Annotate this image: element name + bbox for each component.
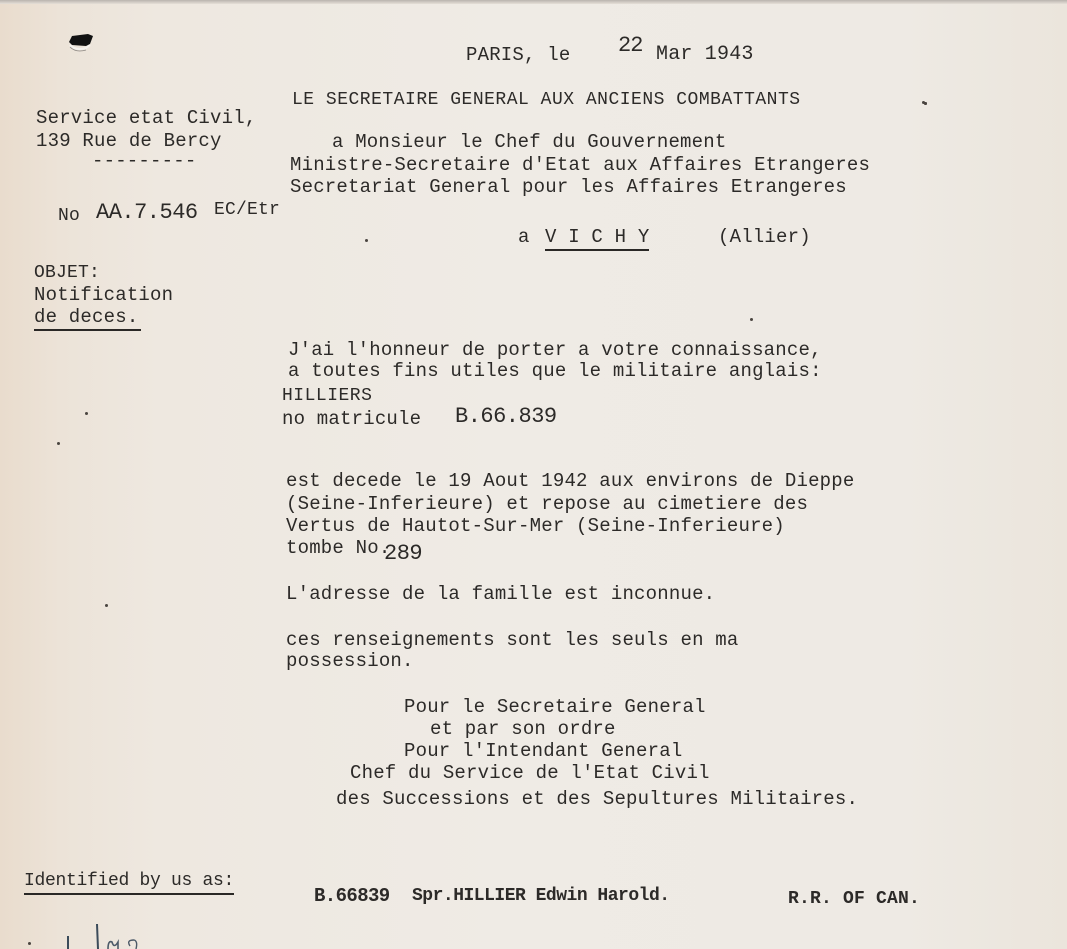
matricule-number: B.66.839 bbox=[455, 404, 557, 429]
recipient-city-prefix: a bbox=[518, 226, 530, 248]
date-month-year: Mar 1943 bbox=[656, 43, 754, 66]
speck bbox=[750, 318, 753, 321]
recipient-line-1: a Monsieur le Chef du Gouvernement bbox=[332, 131, 727, 153]
recipient-region: (Allier) bbox=[718, 226, 811, 248]
sender-line-2: 139 Rue de Bercy bbox=[36, 130, 222, 152]
annotation-identification: Spr.HILLIER Edwin Harold. bbox=[412, 886, 670, 906]
reference-suffix: EC/Etr bbox=[214, 200, 281, 220]
reference-number: AA.7.546 bbox=[96, 200, 198, 225]
speck bbox=[57, 442, 60, 445]
signature-line-2: et par son ordre bbox=[430, 718, 616, 740]
place-date-prefix: PARIS, le bbox=[466, 44, 571, 66]
death-line-1: est decede le 19 Aout 1942 aux environs de Dieppe bbox=[286, 470, 855, 492]
sender-title: LE SECRETAIRE GENERAL AUX ANCIENS COMBATTANTS bbox=[292, 90, 801, 110]
speck bbox=[28, 942, 31, 945]
paper-top-edge bbox=[0, 0, 1067, 4]
speck bbox=[365, 239, 368, 242]
body-intro-line-1: J'ai l'honneur de porter a votre connaissance, bbox=[288, 339, 822, 361]
subject-line-1: Notification bbox=[34, 284, 174, 306]
matricule-label: no matricule bbox=[282, 408, 422, 430]
soldier-name: HILLIERS bbox=[282, 386, 373, 406]
subject-line-2: de deces. bbox=[34, 306, 141, 331]
sender-line-1: Service etat Civil, bbox=[36, 107, 257, 129]
recipient-line-2: Ministre-Secretaire d'Etat aux Affaires Etrangeres bbox=[290, 154, 871, 176]
signature-line-5: des Successions et des Sepultures Militaires. bbox=[336, 788, 859, 810]
speck bbox=[105, 604, 108, 607]
sender-divider: --------- bbox=[92, 150, 197, 172]
info-line-2: possession. bbox=[286, 650, 414, 672]
speck bbox=[924, 102, 927, 105]
death-line-3: Vertus de Hautot-Sur-Mer (Seine-Inferieure) bbox=[286, 515, 785, 537]
death-line-2: (Seine-Inferieure) et repose au cimetiere des bbox=[286, 493, 809, 515]
annotation-unit: R.R. OF CAN. bbox=[788, 889, 921, 909]
date-day: 22 bbox=[618, 33, 643, 58]
handwritten-initials bbox=[60, 922, 160, 949]
grave-number: 289 bbox=[384, 541, 423, 566]
punch-hole-icon bbox=[66, 32, 96, 54]
speck bbox=[85, 412, 88, 415]
subject-label: OBJET: bbox=[34, 263, 101, 283]
signature-line-1: Pour le Secretaire General bbox=[404, 696, 706, 718]
recipient-city: V I C H Y bbox=[545, 226, 649, 251]
annotation-label: Identified by us as: bbox=[24, 870, 234, 895]
grave-label: tombe No. bbox=[286, 537, 391, 559]
family-address-line: L'adresse de la famille est inconnue. bbox=[286, 583, 716, 605]
signature-line-3: Pour l'Intendant General bbox=[404, 740, 683, 762]
annotation-service-number: B.66839 bbox=[314, 885, 390, 907]
recipient-line-3: Secretariat General pour les Affaires Etrangeres bbox=[290, 176, 847, 198]
signature-line-4: Chef du Service de l'Etat Civil bbox=[350, 762, 710, 784]
reference-prefix: No bbox=[58, 206, 81, 226]
body-intro-line-2: a toutes fins utiles que le militaire anglais: bbox=[288, 360, 822, 382]
info-line-1: ces renseignements sont les seuls en ma bbox=[286, 629, 739, 651]
